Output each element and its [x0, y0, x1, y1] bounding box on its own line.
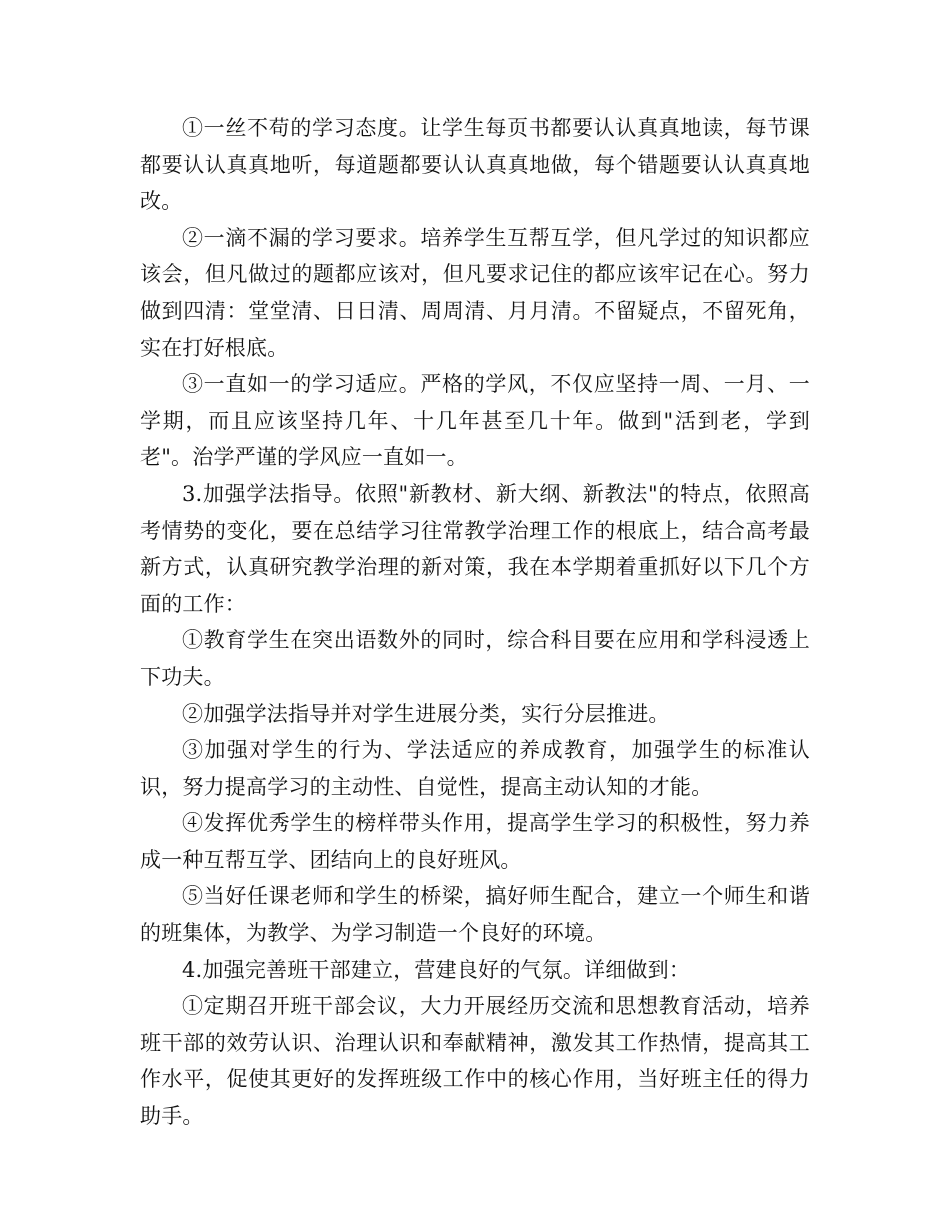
paragraph: ④发挥优秀学生的榜样带头作用，提高学生学习的积极性，努力养成一种互帮互学、团结向上的良好班风。	[140, 811, 810, 872]
paragraph: ①一丝不苟的学习态度。让学生每页书都要认认真真地读，每节课都要认认真真地听，每道题都要认认真真地做，每个错题要认认真真地改。	[140, 116, 810, 214]
paragraph: ③一直如一的学习适应。严格的学风，不仅应坚持一周、一月、一学期，而且应该坚持几年、十几年甚至几十年。做到"活到老，学到老"。治学严谨的学风应一直如一。	[140, 372, 810, 470]
paragraph: 3.加强学法指导。依照"新教材、新大纲、新教法"的特点，依照高考情势的变化，要在总结学习往常教学治理工作的根底上，结合高考最新方式，认真研究教学治理的新对策，我在本学期着重抓好以下几个方面的工作：	[140, 481, 810, 616]
paragraph: ⑤当好任课老师和学生的桥梁，搞好师生配合，建立一个师生和谐的班集体，为教学、为学习制造一个良好的环境。	[140, 884, 810, 946]
paragraph: ②加强学法指导并对学生进展分类，实行分层推进。	[182, 701, 670, 726]
paragraph: ②一滴不漏的学习要求。培养学生互帮互学，但凡学过的知识都应该会，但凡做过的题都应该对，但凡要求记住的都应该牢记在心。努力做到四清：堂堂清、日日清、周周清、月月清。不留疑点，不留死角，实在打好根底。	[140, 225, 810, 360]
paragraph: ①教育学生在突出语数外的同时，综合科目要在应用和学科浸透上下功夫。	[140, 628, 810, 689]
paragraph: 4.加强完善班干部建立，营建良好的气氛。详细做到：	[182, 957, 691, 982]
document-body	[140, 110, 810, 1135]
paragraph: ①定期召开班干部会议，大力开展经历交流和思想教育活动，培养班干部的效劳认识、治理认识和奉献精神，激发其工作热情，提高其工作水平，促使其更好的发挥班级工作中的核心作用，当好班主任的得力助手。	[140, 994, 810, 1129]
paragraph: ③加强对学生的行为、学法适应的养成教育，加强学生的标准认识，努力提高学习的主动性、自觉性，提高主动认知的才能。	[140, 738, 810, 799]
